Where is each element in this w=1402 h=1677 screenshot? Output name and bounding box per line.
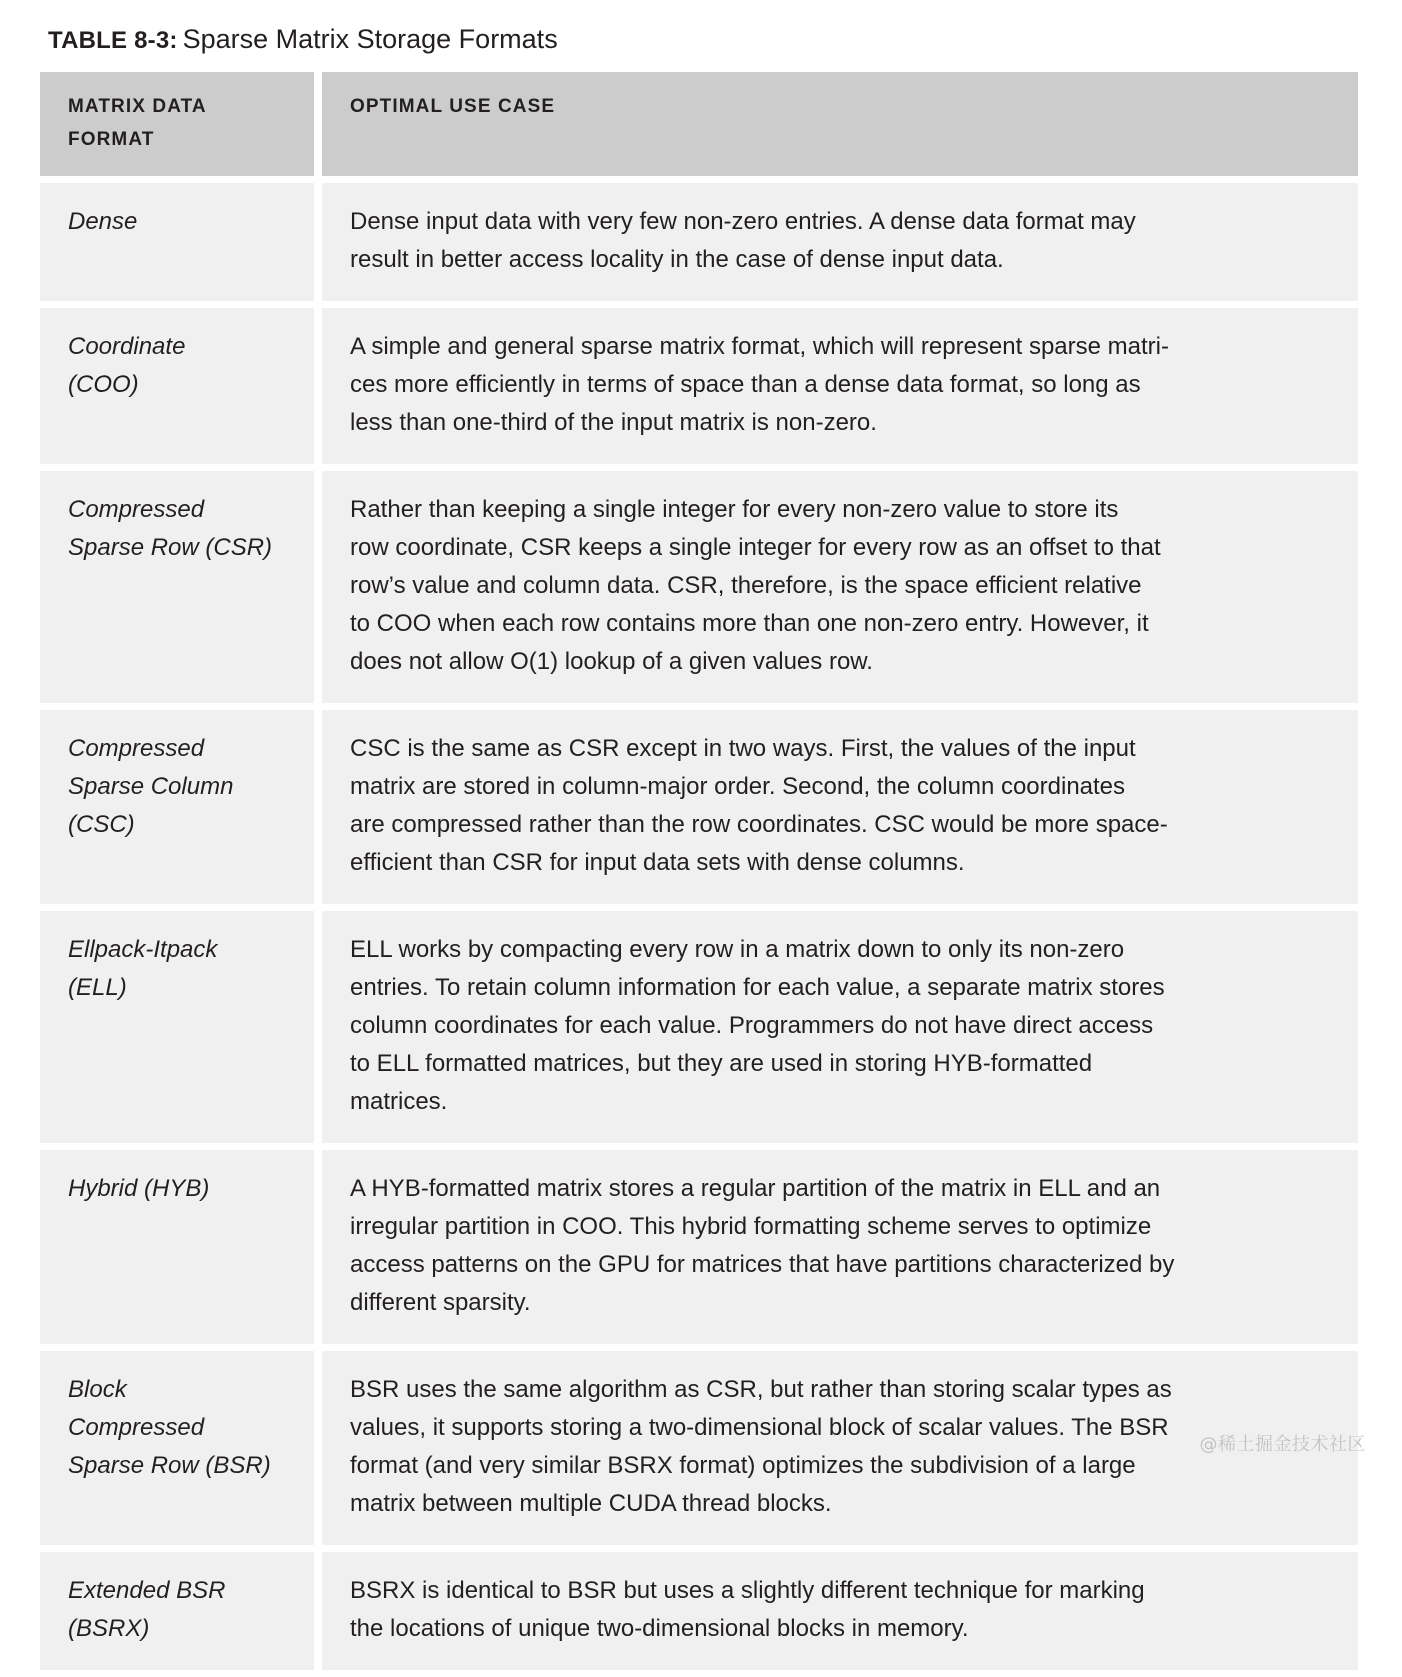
format-line: (COO) [68, 371, 139, 398]
format-line: Sparse Column [68, 773, 234, 800]
table-caption-title: Sparse Matrix Storage Formats [182, 24, 558, 54]
cell-format [40, 1351, 314, 1545]
description-line: Dense input data with very few non-zero entries. A dense data format may [350, 208, 1136, 235]
cell-format [40, 1552, 314, 1670]
format-line: Block [68, 1376, 127, 1403]
table-row [40, 308, 1358, 464]
format-line: Compressed [68, 1414, 205, 1441]
description-line: result in better access locality in the case of dense input data. [350, 246, 1004, 273]
format-line: Sparse Row (BSR) [68, 1452, 271, 1479]
description-line: matrix between multiple CUDA thread blocks. [350, 1490, 832, 1517]
table-caption [48, 22, 558, 58]
description-line: A HYB-formatted matrix stores a regular partition of the matrix in ELL and an [350, 1175, 1161, 1202]
cell-description [322, 1150, 1358, 1344]
format-line: Extended BSR [68, 1577, 226, 1604]
cell-description [322, 911, 1358, 1143]
description-line: access patterns on the GPU for matrices that have partitions characterized by [350, 1251, 1175, 1278]
format-line: Sparse Row (CSR) [68, 534, 273, 561]
description-line: BSRX is identical to BSR but uses a slightly different technique for marking [350, 1577, 1145, 1604]
description-line: irregular partition in COO. This hybrid formatting scheme serves to optimize [350, 1213, 1152, 1240]
description-line: values, it supports storing a two-dimensional block of scalar values. The BSR [350, 1414, 1169, 1441]
cell-format [40, 471, 314, 703]
format-line: Compressed [68, 496, 205, 523]
description-line: ces more efficiently in terms of space than a dense data format, so long as [350, 371, 1141, 398]
column-header-line: FORMAT [68, 129, 155, 150]
cell-format [40, 710, 314, 904]
table-row [40, 1552, 1358, 1670]
description-line: entries. To retain column information for each value, a separate matrix stores [350, 974, 1165, 1001]
table-row [40, 1150, 1358, 1344]
column-header-optimal-use-case [322, 72, 1358, 176]
sparse-matrix-storage-formats-table [40, 72, 1358, 1677]
table-header-row [40, 72, 1358, 176]
format-line: Coordinate [68, 333, 186, 360]
table-row [40, 183, 1358, 301]
column-header-line: MATRIX DATA [68, 96, 207, 117]
cell-format [40, 308, 314, 464]
format-line: (CSC) [68, 811, 135, 838]
description-line: to COO when each row contains more than one non-zero entry. However, it [350, 610, 1149, 637]
description-line: row’s value and column data. CSR, therefore, is the space efficient relative [350, 572, 1142, 599]
description-line: column coordinates for each value. Programmers do not have direct access [350, 1012, 1154, 1039]
description-line: are compressed rather than the row coordinates. CSC would be more space- [350, 811, 1168, 838]
description-line: format (and very similar BSRX format) optimizes the subdivision of a large [350, 1452, 1136, 1479]
cell-description [322, 710, 1358, 904]
table-row [40, 710, 1358, 904]
cell-description [322, 183, 1358, 301]
description-line: the locations of unique two-dimensional blocks in memory. [350, 1615, 969, 1642]
column-header-matrix-data-format [40, 72, 314, 176]
cell-description [322, 471, 1358, 703]
table-row [40, 911, 1358, 1143]
description-line: row coordinate, CSR keeps a single integer for every row as an offset to that [350, 534, 1161, 561]
format-line: Compressed [68, 735, 205, 762]
watermark: @稀土掘金技术社区 [1199, 1434, 1366, 1455]
description-line: BSR uses the same algorithm as CSR, but rather than storing scalar types as [350, 1376, 1172, 1403]
description-line: to ELL formatted matrices, but they are used in storing HYB-formatted [350, 1050, 1093, 1077]
description-line: matrix are stored in column-major order. Second, the column coordinates [350, 773, 1126, 800]
cell-format [40, 911, 314, 1143]
description-line: efficient than CSR for input data sets with dense columns. [350, 849, 965, 876]
cell-description [322, 308, 1358, 464]
column-header-line: OPTIMAL USE CASE [350, 96, 556, 117]
format-line: Ellpack-Itpack [68, 936, 218, 963]
format-line: (ELL) [68, 974, 127, 1001]
format-line: Dense [68, 208, 138, 235]
table-row [40, 471, 1358, 703]
description-line: different sparsity. [350, 1289, 531, 1316]
cell-format [40, 1150, 314, 1344]
description-line: less than one-third of the input matrix is non-zero. [350, 409, 877, 436]
table-caption-label: TABLE 8-3: [48, 27, 178, 54]
cell-description [322, 1552, 1358, 1670]
format-line: (BSRX) [68, 1615, 150, 1642]
format-line: Hybrid (HYB) [68, 1175, 210, 1202]
description-line: A simple and general sparse matrix format, which will represent sparse matri- [350, 333, 1169, 360]
description-line: CSC is the same as CSR except in two ways. First, the values of the input [350, 735, 1136, 762]
description-line: does not allow O(1) lookup of a given values row. [350, 648, 873, 675]
description-line: Rather than keeping a single integer for every non-zero value to store its [350, 496, 1119, 523]
table-row [40, 1351, 1358, 1545]
description-line: matrices. [350, 1088, 448, 1115]
description-line: ELL works by compacting every row in a matrix down to only its non-zero [350, 936, 1125, 963]
cell-format [40, 183, 314, 301]
